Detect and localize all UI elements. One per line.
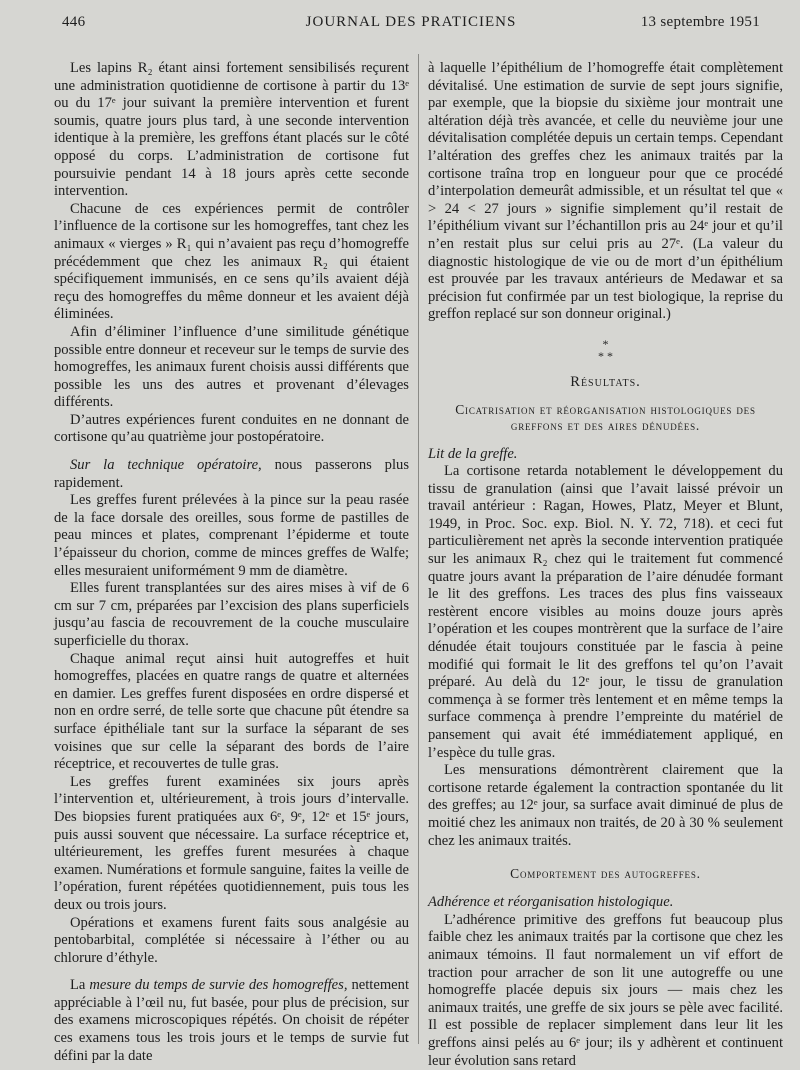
- column-divider: [418, 54, 419, 1044]
- left-column: [54, 60, 410, 1064]
- paragraph: Chaque animal reçut ainsi huit autogreffes et huit homogreffes, placées en quatre rangs de quatre et alternées en damier. Les greffes furent disposées en ordre dispersé et non en ordre serré, de telle sorte que chacune pût étendre sa surface épithéliale tant sur la surface la séparant de ses voisines que sur celle la séparant des bords de l’aire réceptrice, et recouvertes de tulle gras.: [54, 650, 409, 773]
- run-in-heading: mesure du temps de survie des homogreffes,: [89, 977, 348, 994]
- paragraph: La cortisone retarda notablement le développement du tissu de granulation (ainsi que l’avait laissé prévoir un travail antérieur : Ragan, Howes, Platz, Meyer et Blunt, 1949, in Proc. Soc. exp. Biol. N. Y. 72, 718). et ceci fut particulièrement net après la seconde intervention pratiquée sur les animaux R₂ chez qui le traitement fut commencé quatre jours avant la préparation de l’aire dénudée formant le lit des greffons. Les traces des plus fins vaisseaux restèrent encore visibles au moins douze jours après l’opération et les coupes montrèrent que la surface de l’aire dénudée était toujours constituée par le fascia à peine modifié qui formait le lit des greffons tel qu’on l’avait préparé. Au delà du 12ᵉ jour, le tissu de granulation commença à se former très lentement et en même temps la surface commença à prendre l’empreinte du matériel de pansement qui avait été immédiatement appliqué, en l’espèce du tulle gras.: [428, 463, 783, 761]
- journal-title: JOURNAL DES PRATICIENS: [305, 14, 517, 30]
- subheading: Lit de la greffe.: [428, 445, 518, 462]
- section-separator: * * *: [598, 336, 613, 363]
- paragraph: Chacune de ces expériences permit de contrôler l’influence de la cortisone sur les homogreffes, tant chez les animaux « vierges » R₁ qui n’avaient pas reçu d’homogreffe précédemment que chez les animaux R₂ qui étaient spécifiquement immunisés, en ce sens qu’ils avaient déjà reçu des homogreffes du même donneur et les avaient déjà éliminées.: [54, 200, 409, 323]
- run-in-heading: Sur la technique opératoire,: [70, 457, 262, 474]
- paragraph: D’autres expériences furent conduites en ne donnant de cortisone qu’au quatrième jour postopératoire.: [54, 411, 409, 446]
- section-title: Résultats.: [570, 373, 641, 390]
- issue-date: 13 septembre 1951: [640, 14, 760, 30]
- subsection-title: Cicatrisation et réorganisation histologiques des greffons et des aires dénudées.: [455, 401, 756, 433]
- paragraph: à laquelle l’épithélium de l’homogreffe était complètement dévitalisé. Une estimation de survie de sept jours signifie, par exemple, que la biopsie du sixième jour montrait une altération déjà très avancée, et celle du neuvième jour une dévitalisation complétée depuis un certain temps. Cependant l’altération des greffes chez les animaux traités par la cortisone traîna trop en longueur pour que ce procédé d’interpolation demeurât admissible, et un résultat tel que « > 24 < 27 jours » signifie simplement qu’il restait de l’épithélium vivant sur l’échantillon pris au 24ᵉ jour et qu’il n’en restait plus sur celui pris au 27ᵉ. (La valeur du diagnostic histologique de vie ou de mort d’un épithélium est prouvée par les travaux antérieurs de Medawar et sa précision fut confirmée par un test biologique, la reprise du greffon replacé sur son donneur original.): [428, 60, 783, 323]
- paragraph: Les lapins R₂ étant ainsi fortement sensibilisés reçurent une administration quotidienne de cortisone à partir du 13ᵉ ou du 17ᵉ jour suivant la première intervention et furent soumis, quatre jours plus tard, à une seconde intervention identique à la première, les greffons étant placés sur le côté opposé du corps. L’administration de cortisone fut poursuivie pendant 14 à 18 jours après cette seconde intervention.: [54, 60, 409, 200]
- subsection-title: Comportement des autogreffes.: [510, 866, 701, 882]
- right-column: [428, 60, 783, 1069]
- paragraph: Afin d’éliminer l’influence d’une similitude génétique possible entre donneur et receveur sur le temps de survie des homogreffes, les animaux furent choisis aussi différents que possible les uns des autres et provenant d’élevages différents.: [54, 323, 409, 411]
- page-header: [62, 14, 760, 36]
- paragraph-survival: La mesure du temps de survie des homogreffes, nettement appréciable à l’œil nu, fut basée, pour plus de précision, sur des examens microscopiques répétés. On choisit de répéter ces examens tous les trois jours et le temps de survie fut défini par la date: [54, 977, 409, 1064]
- paragraph: Les greffes furent examinées six jours après l’intervention et, ultérieurement, à trois jours d’intervalle. Des biopsies furent pratiquées aux 6ᵉ, 9ᵉ, 12ᵉ et 15ᵉ jours, puis aussi souvent que nécessaire. La surface réceptrice et, ultérieurement, les greffes furent mesurées à chaque examen. Numérations et formule sanguine, faites la veille de l’opération, furent répétées quotidiennement, puis tous les deux ou trois jours.: [54, 773, 409, 913]
- paragraph: L’adhérence primitive des greffons fut beaucoup plus faible chez les animaux traités par la cortisone que chez les animaux témoins. Il faut normalement un vif effort de traction pour arracher de son lit une autogreffe ou une homogreffe placée depuis six jours — mais chez les animaux traités, une greffe de six jours se pèle avec facilité. Il est possible de replacer simplement dans leur lit les greffons ainsi pelés au 6ᵉ jour; ils y adhèrent et continuent leur évolution sans retard: [428, 911, 783, 1069]
- subheading: Adhérence et réorganisation histologique.: [428, 894, 674, 911]
- page-number: 446: [62, 14, 86, 30]
- paragraph: Elles furent transplantées sur des aires mises à vif de 6 cm sur 7 cm, préparées par l’excision des plans superficiels jusqu’au fascia de recouvrement de la couche musculaire superficielle du thorax.: [54, 580, 409, 649]
- paragraph: Les mensurations démontrèrent clairement que la cortisone retarde également la contraction spontanée du lit des greffes; au 12ᵉ jour, sa surface avait diminué de plus de moitié chez les animaux non traités, de 20 à 30 % seulement chez les animaux traités.: [428, 762, 783, 849]
- paragraph: Les greffes furent prélevées à la pince sur la peau rasée de la face dorsale des oreilles, sous forme de pastilles de peau minces et plates, comprenant l’épiderme et toute l’épaisseur du chorion, comme de minces greffes de Walfe; elles mesuraient uniformément 9 mm de diamètre.: [54, 492, 409, 579]
- paragraph: Opérations et examens furent faits sous analgésie au pentobarbital, complétée si nécessaire à l’éther ou au chlorure d’éthyle.: [54, 914, 409, 966]
- paragraph-technique: Sur la technique opératoire, nous passerons plus rapidement.: [54, 457, 410, 491]
